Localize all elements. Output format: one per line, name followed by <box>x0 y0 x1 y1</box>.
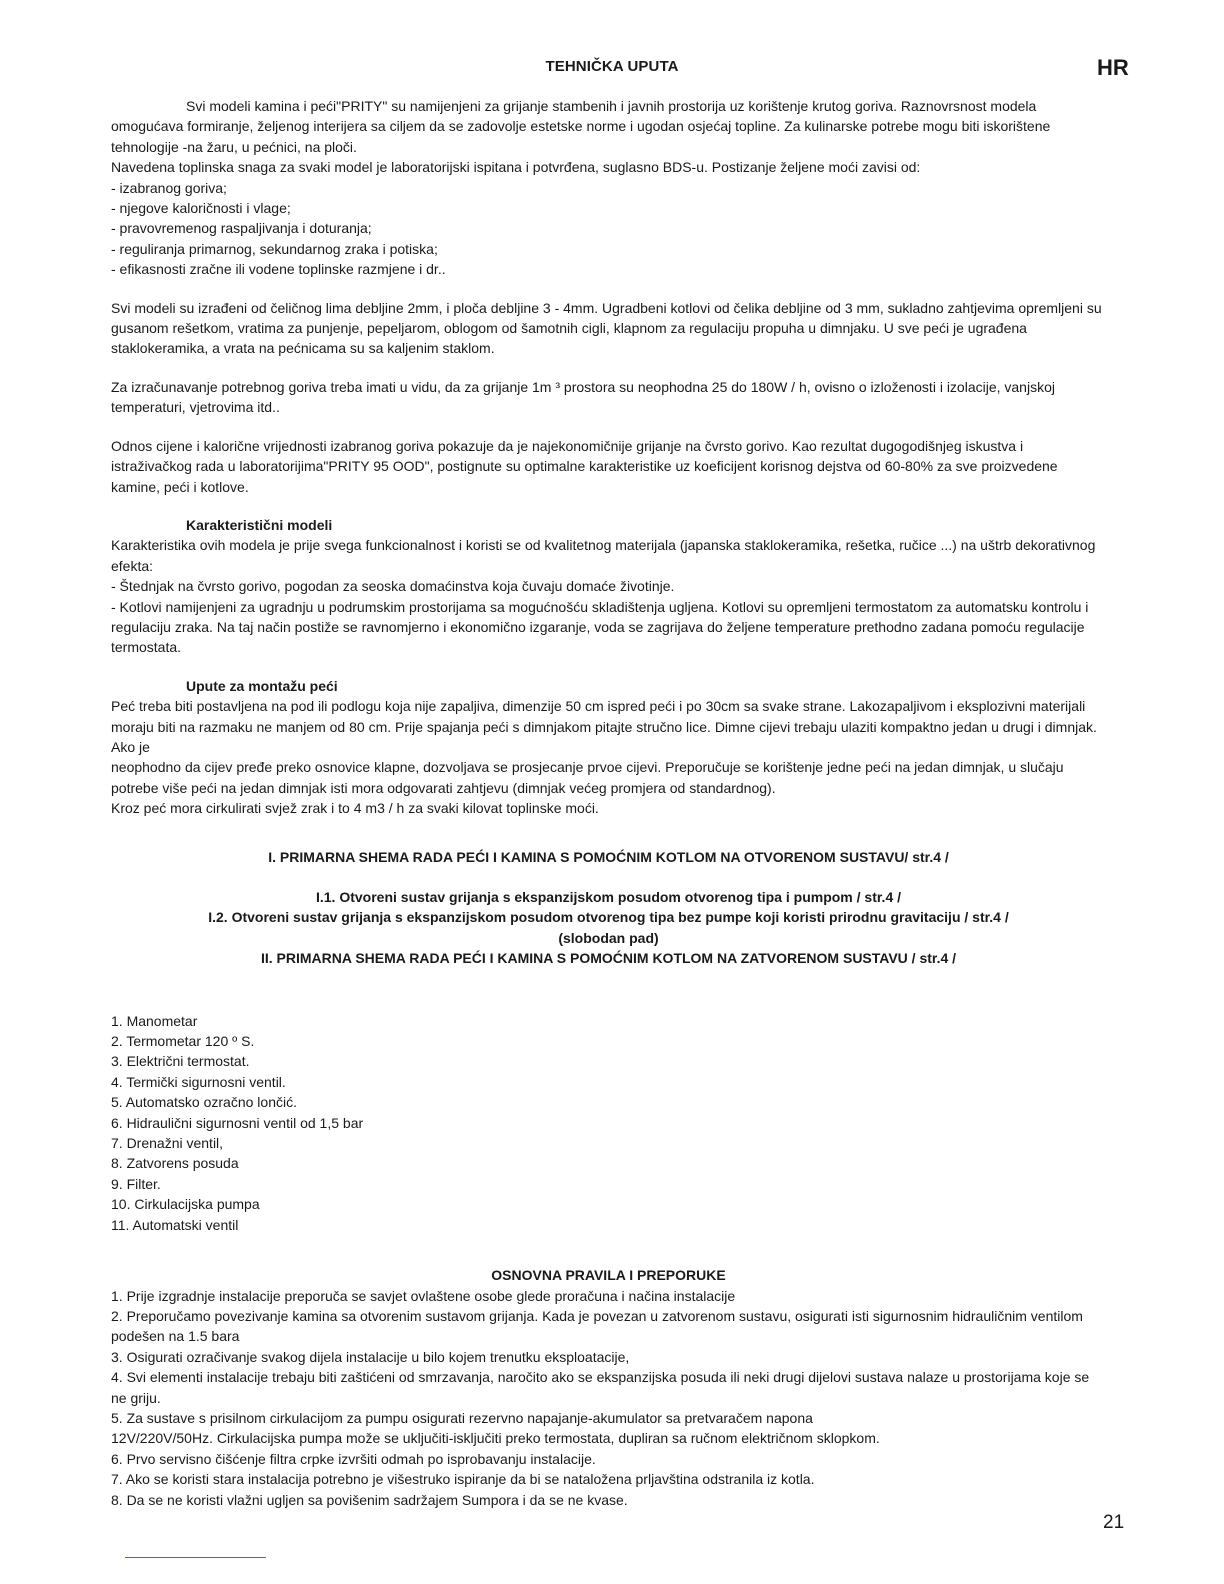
list-item: - pravovremenog raspaljivanja i doturanja; <box>111 220 372 237</box>
list-item: 3. Osigurati ozračivanje svakog dijela instalacije u bilo kojem trenutku eksploatacije, <box>111 1348 630 1365</box>
installation-heading: Upute za montažu peći <box>186 677 338 694</box>
rules-heading: OSNOVNA PRAVILA I PREPORUKE <box>491 1267 726 1284</box>
scheme-heading-1-2: I.2. Otvoreni sustav grijanja s ekspanzijskom posudom otvorenog tipa bez pumpe koji koristi prirodnu gravitaciju / str.4 / <box>208 909 1009 926</box>
list-item: 1. Manometar <box>111 1012 198 1029</box>
materials-paragraph: Svi modeli su izrađeni od čeličnog lima debljine 2mm, i ploča debljine 3 - 4mm. Ugradbeni kotlovi od čelika debljine od 3 mm, sukladno zahtjevima opremljeni su gusanom rešetkom, vratima za punjenje, pepeljarom, oblogom od šamotnih cigli, klapnom za regulaciju propuha u dimnjaku. U sve peći je ugrađena staklokeramika, a vrata na pećnicama su sa kaljenim staklom. <box>111 299 1102 357</box>
list-item: - reguliranja primarnog, sekundarnog zraka i potiska; <box>111 240 438 257</box>
language-code: HR <box>1097 55 1129 80</box>
page-number: 21 <box>1103 1512 1125 1533</box>
page-title: TEHNIČKA UPUTA <box>545 58 679 75</box>
list-item: 7. Drenažni ventil, <box>111 1135 224 1152</box>
list-item: - njegove kaloričnosti i vlage; <box>111 200 291 217</box>
list-item: 6. Hidraulični sigurnosni ventil od 1,5 bar <box>111 1114 364 1131</box>
document-body <box>111 96 1106 1510</box>
list-item: 1. Prije izgradnje instalacije preporuča se savjet ovlaštene osobe glede proračuna i načina instalacije <box>111 1287 736 1304</box>
list-item: 8. Da se ne koristi vlažni ugljen sa povišenim sadržajem Sumpora i da se ne kvase. <box>111 1491 628 1508</box>
fuel-calc-paragraph: Za izračunavanje potrebnog goriva treba imati u vidu, da za grijanje 1m ³ prostora su neophodna 25 do 180W / h, ovisno o izloženosti i izolacije, vanjskoj temperaturi, vjetrovima itd.. <box>111 378 1055 416</box>
list-item: 6. Prvo servisno čišćenje filtra crpke izvršiti odmah po isprobavanju instalacije. <box>111 1450 596 1467</box>
rules-list <box>111 1286 1106 1510</box>
list-item: 9. Filter. <box>111 1175 161 1192</box>
list-item: - izabranog goriva; <box>111 179 227 196</box>
scheme-heading-1-1: I.1. Otvoreni sustav grijanja s ekspanzijskom posudom otvorenog tipa i pumpom / str.4 / <box>315 889 902 905</box>
components-list <box>111 1011 1106 1235</box>
models-paragraph: Karakteristika ovih modela je prije svega funkcionalnost i koristi se od kvalitetnog materijala (japanska staklokeramika, rešetka, ručice ...) na uštrb dekorativnog efekta: <box>111 537 1096 574</box>
list-item: 3. Električni termostat. <box>111 1053 250 1070</box>
factors-list <box>111 178 1106 280</box>
installation-paragraph-3: Kroz peć mora cirkulirati svjež zrak i to 4 m3 / h za svaki kilovat toplinske moći. <box>111 800 599 817</box>
list-item: 5. Automatsko ozračno lončić. <box>111 1094 297 1111</box>
list-item: 10. Cirkulacijska pumpa <box>111 1196 260 1213</box>
models-stove-paragraph: - Štednjak na čvrsto gorivo, pogodan za seoska domaćinstva koja čuvaju domaće životinje. <box>111 578 675 595</box>
installation-paragraph: Peć treba biti postavljena na pod ili podlogu koja nije zapaljiva, dimenzije 50 cm ispred peći i po 30cm sa svake strane. Lakozapaljivom i eksplozivni materijali moraju biti na razmaku ne manjem od 80 cm. Prije spajanja peći s dimnjakom pitajte stručno lice. Dimne cijevi trebaju ulaziti kompaktno jedan u drugi i dimnjak. Ako je <box>111 698 1097 755</box>
fuel-ratio-paragraph: Odnos cijene i kalorične vrijednosti izabranog goriva pokazuje da je najekonomičnije grijanje na čvrsto gorivo. Kao rezultat dugogodišnjeg iskustva i istraživačkog rada u laboratorijima"PRITY 95 OOD", postignute su optimalne karakteristike uz koeficijent korisnog dejstva od 60-80% za sve proizvedene kamine, peći i kotlove. <box>111 437 1058 495</box>
list-item: 4. Svi elementi instalacije trebaju biti zaštićeni od smrzavanja, naročito ako se ekspanzijska posuda ili neki drugi dijelovi sustava nalaze u prostorijama koje se ne griju. <box>111 1369 1090 1406</box>
footer-divider <box>125 1557 266 1558</box>
list-item: 7. Ako se koristi stara instalacija potrebno je višestruko ispiranje da bi se nataložena prljavština odstranila iz kotla. <box>111 1471 815 1488</box>
list-item: - efikasnosti zračne ili vodene toplinske razmjene i dr.. <box>111 261 446 278</box>
installation-paragraph-2: neophodno da cijev pređe preko osnovice klapne, dozvoljava se prosjecanje prvoe cijevi. Preporučuje se korištenje jedne peći na jedan dimnjak, u slučaju potrebe više peći na jedan dimnjak isti mora odgovarati zahtjevu (dimnjak većeg promjera od standardnog). <box>111 759 1064 796</box>
list-item: 8. Zatvorens posuda <box>111 1155 239 1172</box>
models-heading: Karakteristični modeli <box>186 516 333 533</box>
list-item: 4. Termički sigurnosni ventil. <box>111 1073 286 1090</box>
list-item: 2. Preporučamo povezivanje kamina sa otvorenim sustavom grijanja. Kada je povezan u zatvorenom sustavu, osigurati isti sigurnosnim hidrauličnim ventilom podešen na 1.5 bara <box>111 1307 1083 1345</box>
scheme-heading-1: I. PRIMARNA SHEMA RADA PEĆI I KAMINA S POMOĆNIM KOTLOM NA OTVORENOM SUSTAVU/ str.4 / <box>268 848 949 865</box>
models-boiler-paragraph: - Kotlovi namijenjeni za ugradnju u podrumskim prostorijama sa mogućnošću skladištenja ugljena. Kotlovi su opremljeni termostatom za automatsku kontrolu i regulaciju zraka. Na taj način postiže se ravnomjerno i ekonomično izgaranje, voda se zagrijava do željene temperature prethodno zadana pomoću regulacije termostata. <box>111 598 1089 656</box>
intro-paragraph: Svi modeli kamina i peći"PRITY" su namijenjeni za grijanje stambenih i javnih prostorija uz korištenje krutog goriva. Raznovrsnost modela omogućava formiranje, željenog interijera sa ciljem da se zadovolje estetske norme i ugodan osjećaj topline. Za kulinarske potrebe mogu biti iskorištene tehnologije -na žaru, u pećnici, na ploči. <box>111 98 1051 155</box>
list-item: 2. Termometar 120 º S. <box>111 1033 255 1050</box>
list-item: 5. Za sustave s prisilnom cirkulacijom za pumpu osigurati rezervno napajanje-akumulator sa pretvaračem napona <box>111 1409 813 1426</box>
list-item: 11. Automatski ventil <box>111 1216 239 1233</box>
scheme-heading-1-2-note: (slobodan pad) <box>558 929 659 946</box>
scheme-heading-2: II. PRIMARNA SHEMA RADA PEĆI I KAMINA S POMOĆNIM KOTLOM NA ZATVORENOM SUSTAVU / str.4 / <box>260 950 957 967</box>
list-item: 12V/220V/50Hz. Cirkulacijska pumpa može se uključiti-isključiti preko termostata, dupliran sa ručnom električnom sklopkom. <box>111 1430 880 1447</box>
power-paragraph: Navedena toplinska snaga za svaki model je laboratorijski ispitana i potvrđena, suglasno BDS-u. Postizanje željene moći zavisi od: <box>111 159 921 176</box>
